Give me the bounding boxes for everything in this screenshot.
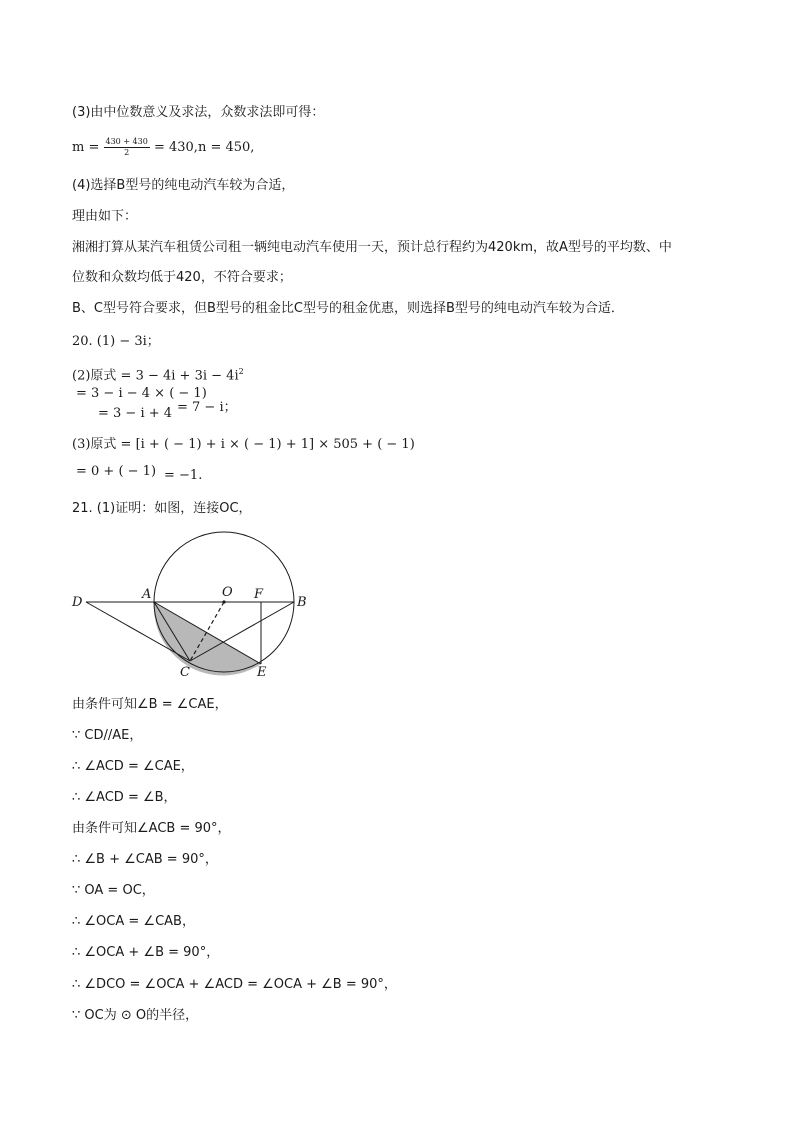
label-d: D [72, 595, 83, 610]
label-f: F [254, 587, 264, 602]
q21-step-3: ∴ ∠ACD = ∠CAE， [72, 759, 194, 774]
q20-part3-line1: (3)原式 = [i + ( − 1) + i × ( − 1) + 1] × 505 + ( − 1) [72, 437, 415, 452]
q19-part3-label: (3)由中位数意义及求法，众数求法即可得： [72, 105, 325, 120]
center-point [222, 600, 225, 603]
q19-reason-line1: 湘湘打算从某汽车租赁公司租一辆纯电动汽车使用一天，预计总行程约为420km，故A型号的平均数、中 [72, 240, 672, 255]
geometry-figure [64, 528, 324, 688]
q20-part3-line2a: = 0 + ( − 1) [76, 464, 157, 479]
q20-part3-line2b: = −1. [164, 468, 203, 483]
q21-step-6: ∴ ∠B + ∠CAB = 90°， [72, 852, 218, 867]
label-a: A [142, 587, 152, 602]
eq-right: = 430,n = 450, [153, 140, 255, 155]
exponent: 2 [238, 367, 244, 376]
q21-intro: 21. (1)证明：如图，连接OC， [72, 501, 252, 516]
q21-step-2: ∵ CD//AE， [72, 728, 143, 743]
q20-part2-line1 [72, 363, 244, 385]
q19-reason-line2: 位数和众数均低于420，不符合要求； [72, 270, 292, 285]
shaded-segment [154, 602, 261, 676]
label-e: E [257, 665, 267, 680]
q21-step-9: ∴ ∠OCA + ∠B = 90°， [72, 945, 220, 960]
q20-part2-line2: = 3 − i − 4 × ( − 1) [76, 386, 207, 401]
fraction [104, 137, 150, 158]
q21-step-10: ∴ ∠DCO = ∠OCA + ∠ACD = ∠OCA + ∠B = 90°， [72, 977, 397, 992]
q19-reason-line3: B、C型号符合要求，但B型号的租金比C型号的租金优惠，则选择B型号的纯电动汽车较为合适． [72, 301, 624, 316]
q21-step-11: ∵ OC为 ⊙ O的半径， [72, 1008, 199, 1023]
q19-part3-equation [72, 137, 254, 158]
fraction-denominator: 2 [124, 148, 130, 157]
q19-reason-title: 理由如下： [72, 209, 138, 224]
label-b: B [297, 595, 307, 610]
q21-step-4: ∴ ∠ACD = ∠B， [72, 790, 177, 805]
q20-part2-line3: = 3 − i + 4 [98, 406, 173, 421]
q21-step-5: 由条件可知∠ACB = 90°， [72, 821, 231, 836]
label-o: O [222, 585, 233, 600]
label-c: C [180, 665, 190, 680]
q20-part2-expr: (2)原式 = 3 − 4i + 3i − 4i [72, 368, 239, 384]
fraction-numerator: 430 + 430 [105, 137, 148, 146]
q21-step-1: 由条件可知∠B = ∠CAE， [72, 697, 228, 712]
eq-left: m = [72, 140, 100, 155]
q20-part2-line4: = 7 − i； [177, 400, 237, 415]
q20-part1: 20. (1) − 3i； [72, 334, 160, 349]
q19-part4-label: (4)选择B型号的纯电动汽车较为合适， [72, 178, 295, 193]
q21-step-8: ∴ ∠OCA = ∠CAB， [72, 914, 195, 929]
q21-step-7: ∵ OA = OC， [72, 883, 155, 898]
